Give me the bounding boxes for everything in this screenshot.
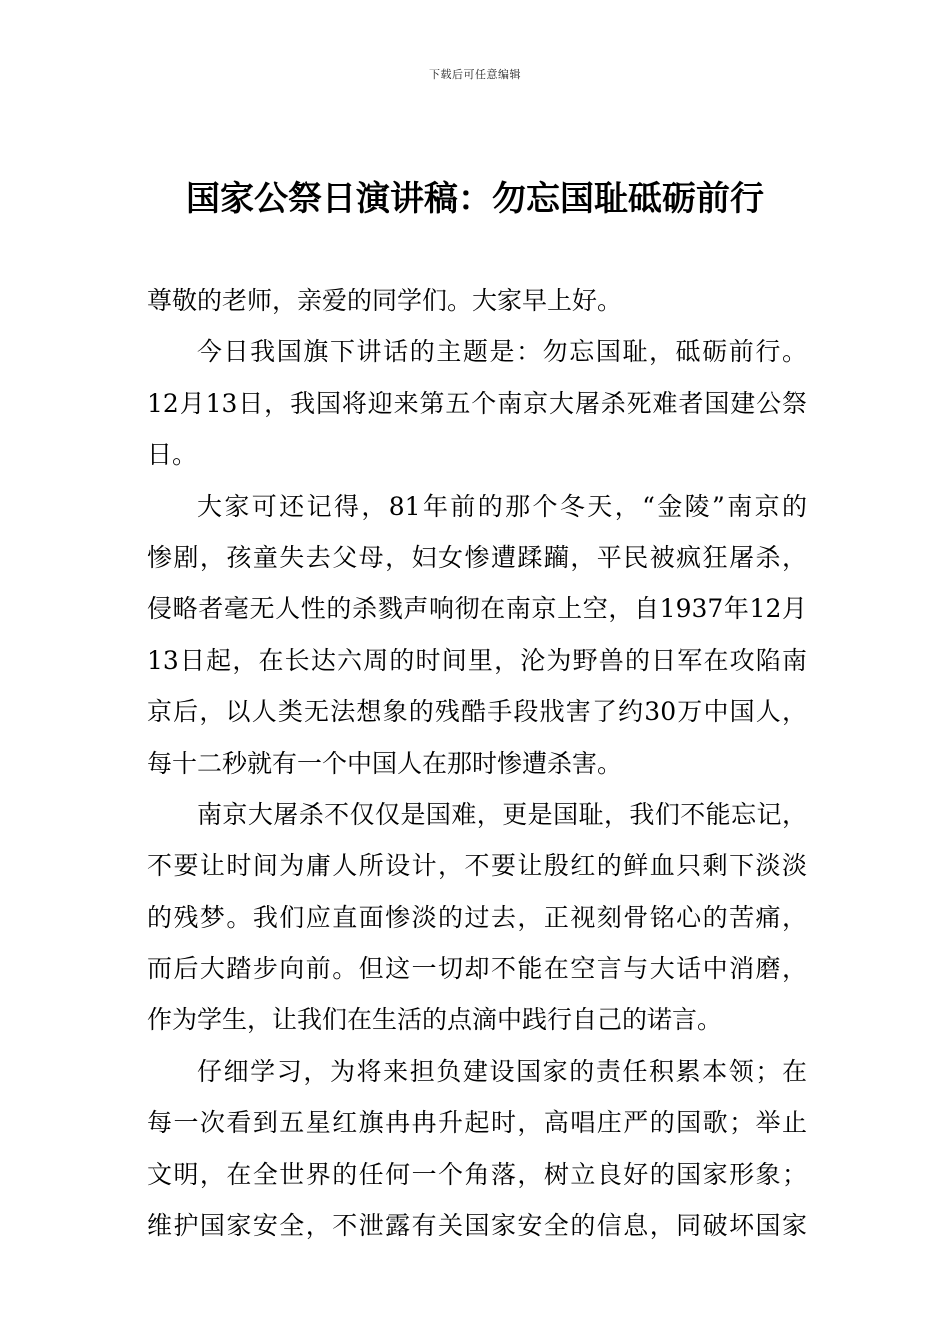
paragraph-line: 仔细学习，为将来担负建设国家的责任积累本领；在 xyxy=(197,1056,807,1086)
paragraph-line: 今日我国旗下讲话的主题是：勿忘国耻，砥砺前行。 xyxy=(197,337,807,367)
paragraph-line: 惨剧，孩童失去父母，妇女惨遭蹂躏，平民被疯狂屠杀， xyxy=(147,542,807,572)
paragraph-line: 每十二秒就有一个中国人在那时惨遭杀害。 xyxy=(147,748,623,778)
paragraph-line: 12月13日，我国将迎来第五个南京大屠杀死难者国建公祭 xyxy=(147,388,807,418)
paragraph-line: 京后，以人类无法想象的残酷手段戕害了约30万中国人， xyxy=(147,697,807,727)
paragraph-line: 不要让时间为庸人所设计，不要让殷红的鲜血只剩下淡淡 xyxy=(147,851,807,881)
paragraph-line: 的残梦。我们应直面惨淡的过去，正视刻骨铭心的苦痛， xyxy=(147,902,807,932)
paragraph-line: 每一次看到五星红旗冉冉升起时，高唱庄严的国歌；举止 xyxy=(147,1108,807,1138)
greeting-line: 尊敬的老师，亲爱的同学们。大家早上好。 xyxy=(147,286,623,315)
header-note: 下载后可任意编辑 xyxy=(429,68,521,81)
paragraph-line: 南京大屠杀不仅仅是国难，更是国耻，我们不能忘记， xyxy=(197,799,807,829)
speech-body xyxy=(147,282,807,1258)
paragraph-line: 日。 xyxy=(147,440,198,470)
paragraph-line: 而后大踏步向前。但这一切却不能在空言与大话中消磨， xyxy=(147,954,807,984)
paragraph-line: 维护国家安全，不泄露有关国家安全的信息，同破坏国家 xyxy=(147,1211,807,1241)
paragraph-line: 文明，在全世界的任何一个角落，树立良好的国家形象； xyxy=(147,1159,807,1189)
paragraph-line: 大家可还记得，81年前的那个冬天，“金陵”南京的 xyxy=(197,491,807,521)
paragraph-line: 作为学生，让我们在生活的点滴中践行自己的诺言。 xyxy=(147,1005,723,1035)
paragraph-line: 13日起，在长达六周的时间里，沦为野兽的日军在攻陷南 xyxy=(147,645,807,675)
paragraph-line: 侵略者毫无人性的杀戮声响彻在南京上空，自1937年12月 xyxy=(147,594,807,624)
page-title: 国家公祭日演讲稿：勿忘国耻砥砺前行 xyxy=(186,179,764,219)
